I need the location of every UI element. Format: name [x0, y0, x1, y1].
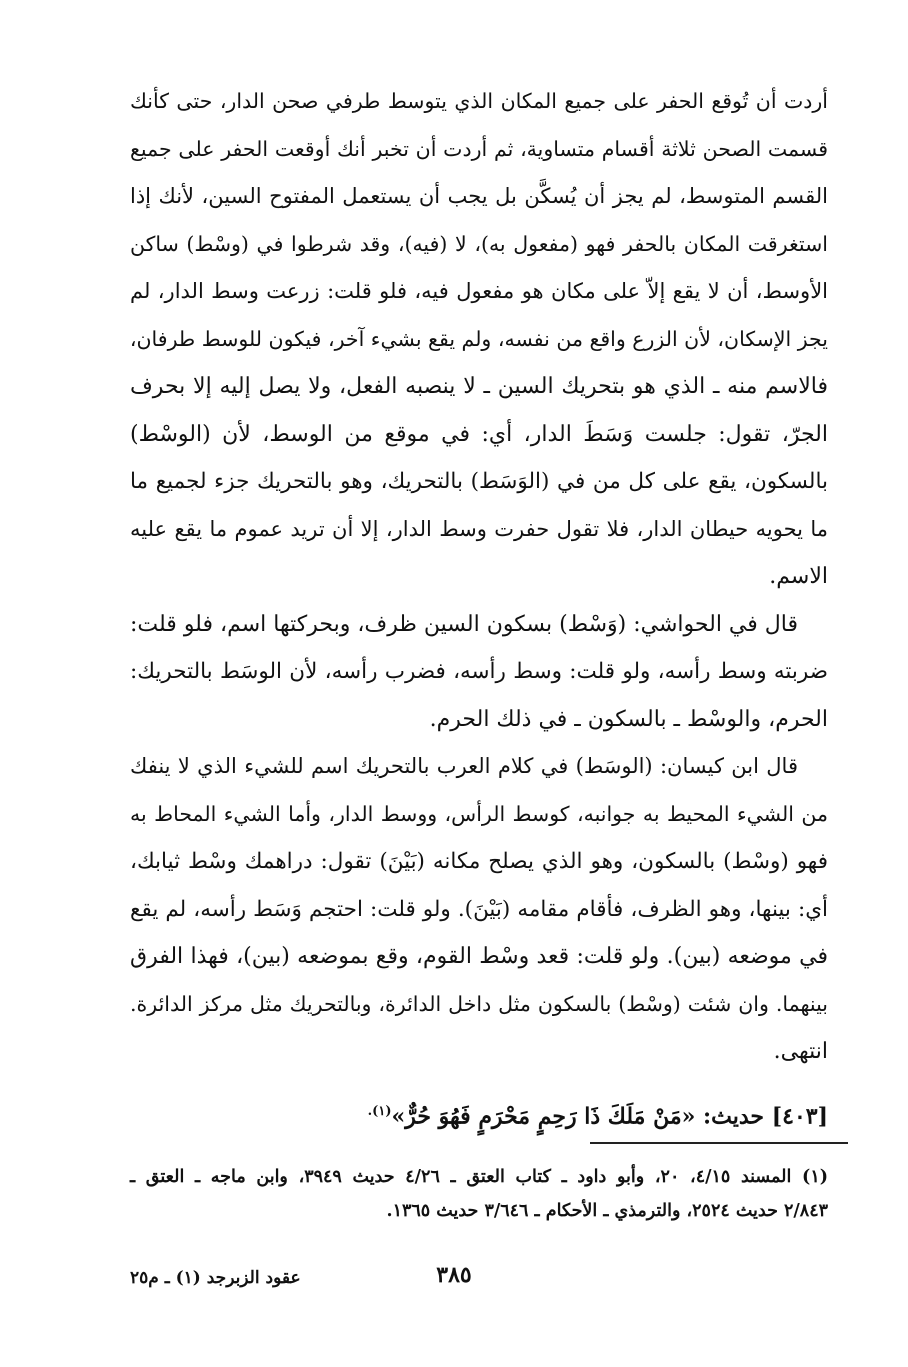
footnotes: [130, 1160, 828, 1228]
text-line: أي: بينها، وهو الظرف، فأقام مقامه (بَيْنَ). ولو قلت: احتجم وَسَط رأسه، لم يقع: [130, 896, 828, 922]
footnote-divider: [590, 1142, 848, 1144]
text-line: من الشيء المحيط به جوانبه، كوسط الرأس، ووسط الدار، وأما الشيء المحاط به: [130, 801, 828, 826]
text-line: أردت أن تُوقع الحفر على جميع المكان الذي يتوسط طرفي صحن الدار، حتى كأنك: [130, 89, 828, 113]
text-line: الاسم.: [769, 564, 828, 589]
hadith-text: «مَنْ مَلَكَ ذَا رَحِمٍ مَحْرَمٍ فَهُوَ حُرٌّ»: [391, 1103, 696, 1130]
page-number: ٣٨٥: [436, 1262, 472, 1288]
hadith-number: [٤٠٣]: [771, 1103, 828, 1130]
footnote-ref: (١).: [367, 1104, 392, 1119]
text-line: ما يحويه حيطان الدار، فلا تقول حفرت وسط الدار، إلا أن تريد عموم ما يقع عليه: [130, 516, 828, 541]
hadith-label: حديث:: [703, 1103, 765, 1130]
footnote-line: ٢/٨٤٣ حديث ٢٥٢٤، والترمذي ـ الأحكام ـ ٣/٦٤٦ حديث ١٣٦٥.: [386, 1201, 828, 1221]
text-line: فالاسم منه ـ الذي هو بتحريك السين ـ لا ينصبه الفعل، ولا يصل إليه إلا بحرف: [130, 374, 828, 399]
text-line: ضربته وسط رأسه، ولو قلت: وسط رأسه، فضرب رأسه، لأن الوسَط بالتحريك:: [130, 659, 828, 684]
text-line: استغرقت المكان بالحفر فهو (مفعول به)، لا (فيه)، وقد شرطوا في (وسْط) ساكن: [130, 231, 828, 256]
text-line: الحرم، والوسْط ـ بالسكون ـ في ذلك الحرم.: [429, 706, 828, 732]
text-line: بينهما. وان شئت (وسْط) بالسكون مثل داخل الدائرة، وبالتحريك مثل مركز الدائرة.: [130, 991, 828, 1016]
text-line: انتهى.: [773, 1039, 828, 1064]
body-text: [130, 78, 828, 1076]
hadith-heading: [130, 1092, 828, 1136]
text-line: يجز الإسكان، لأن الزرع واقع من نفسه، ولم يقع بشيء آخر، فيكون للوسط طرفان،: [129, 326, 828, 351]
text-line: الأوسط، أن لا يقع إلاّ على مكان هو مفعول فيه، فلو قلت: زرعت وسط الدار، لم: [130, 279, 828, 303]
text-line: القسم المتوسط، لم يجز أن يُسكَّن بل يجب أن يستعمل المفتوح السين، لأنك إذا: [130, 184, 828, 208]
text-line: قال في الحواشي: (وَسْط) بسكون السين ظرف، وبحركتها اسم، فلو قلت:: [130, 611, 798, 637]
text-line: فهو (وسْط) بالسكون، وهو الذي يصلح مكانه (بَيْنَ) تقول: دراهمك وسْط ثيابك،: [130, 849, 828, 874]
signature-mark: عقود الزبرجد (١) ـ م٢٥: [130, 1268, 301, 1288]
text-line: في موضعه (بين). ولو قلت: قعد وسْط القوم، وقع بموضعه (بين)، فهذا الفرق: [130, 944, 828, 969]
text-line: بالسكون، يقع على كل من في (الوَسَط) بالتحريك، وهو بالتحريك جزء لجميع ما: [130, 469, 828, 494]
text-line: قال ابن كيسان: (الوسَط) في كلام العرب بالتحريك اسم للشيء الذي لا ينفك: [130, 754, 798, 778]
footnote-line: (١) المسند ٤/١٥، ٢٠، وأبو داود ـ كتاب العتق ـ ٤/٢٦ حديث ٣٩٤٩، وابن ماجه ـ العتق ـ: [130, 1167, 828, 1187]
text-line: الجرّ، تقول: جلست وَسَطَ الدار، أي: في موقع من الوسط، لأن (الوسْط): [130, 421, 828, 447]
text-line: قسمت الصحن ثلاثة أقسام متساوية، ثم أردت أن تخبر أنك أوقعت الحفر على جميع: [130, 136, 828, 161]
